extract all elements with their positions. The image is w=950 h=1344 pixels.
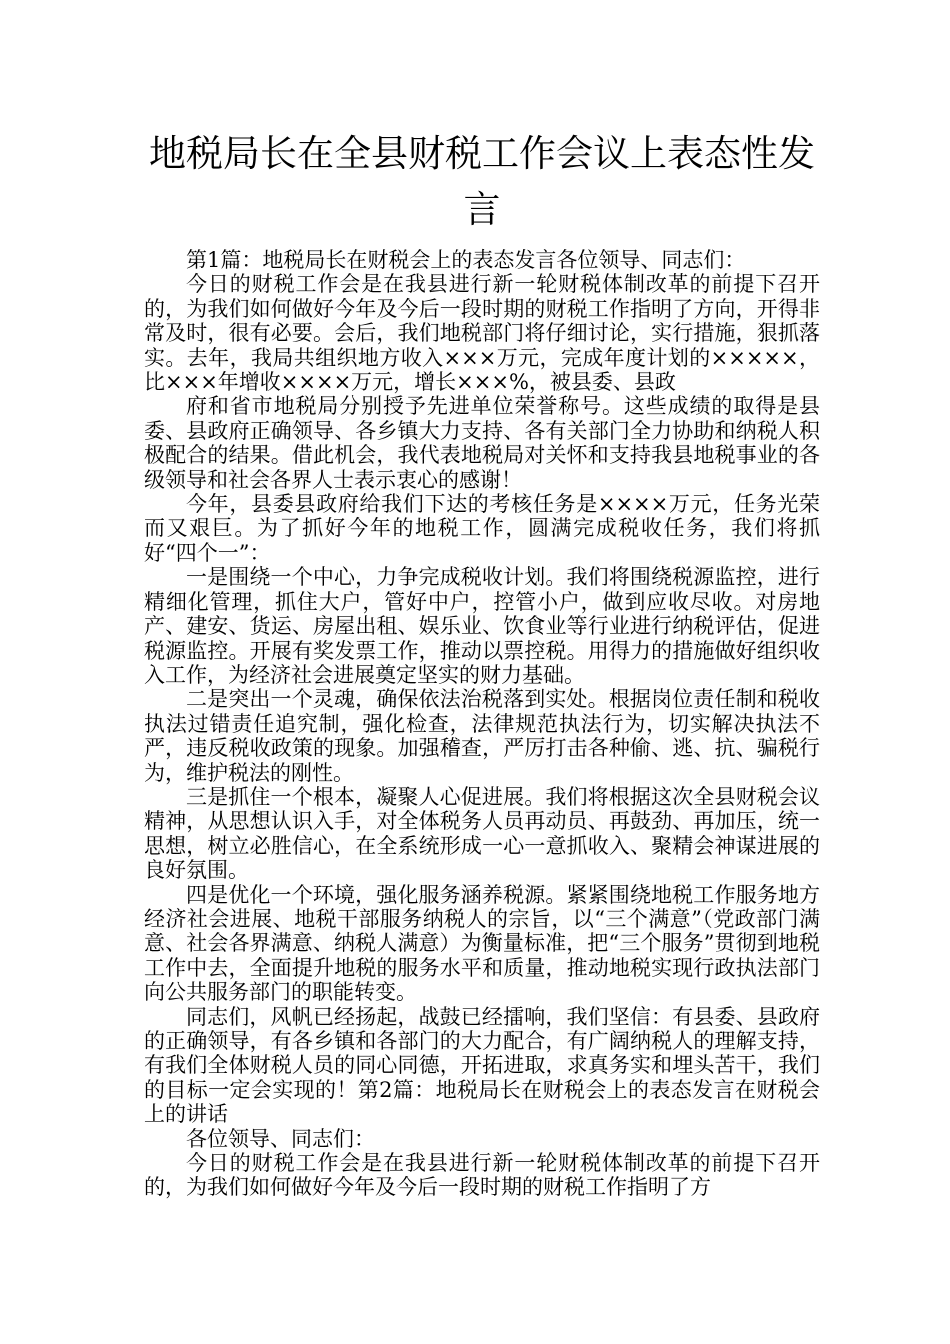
paragraph: 今日的财税工作会是在我县进行新一轮财税体制改革的前提下召开的，为我们如何做好今年及今后一段时期的财税工作指明了方向，开得非常及时，很有必要。会后，我们地税部门将仔细讨论，实行措施，狠抓落实。去年，我局共组织地方收入×××万元，完成年度计划的×××××，比×××年增收××××万元，增长×××%，被县委、县政 <box>144 272 820 395</box>
document-title: 地税局长在全县财税工作会议上表态性发言 <box>149 132 815 231</box>
paragraph: 二是突出一个灵魂，确保依法治税落到实处。根据岗位责任制和税收执法过错责任追究制，强化检查，法律规范执法行为，切实解决执法不严，违反税收政策的现象。加强稽查，严厉打击各种偷、逃、抗、骗税行为，维护税法的刚性。 <box>144 687 820 785</box>
paragraph: 今年，县委县政府给我们下达的考核任务是××××万元，任务光荣而又艰巨。为了抓好今年的地税工作，圆满完成税收任务，我们将抓好“四个一”： <box>144 492 820 565</box>
document-page <box>144 126 820 1200</box>
paragraph: 三是抓住一个根本，凝聚人心促进展。我们将根据这次全县财税会议精神，从思想认识入手，对全体税务人员再动员、再鼓劲、再加压，统一思想，树立必胜信心，在全系统形成一心一意抓收入、聚精会神谋进展的良好氛围。 <box>144 784 820 883</box>
paragraph: 各位领导、同志们： <box>186 1126 375 1151</box>
paragraph: 一是围绕一个中心，力争完成税收计划。我们将围绕税源监控，进行精细化管理，抓住大户，管好中户，控管小户，做到应收尽收。对房地产、建安、货运、房屋出租、娱乐业、饮食业等行业进行纳税评估，促进税源监控。开展有奖发票工作，推动以票控税。用得力的措施做好组织收入工作，为经济社会进展奠定坚实的财力基础。 <box>144 565 820 687</box>
paragraph: 同志们，风帆已经扬起，战鼓已经擂响，我们坚信：有县委、县政府的正确领导，有各乡镇和各部门的大力配合，有广阔纳税人的理解支持，有我们全体财税人员的同心同德，开拓进取，求真务实和埋头苦干，我们的目标一定会实现的！第2篇：地税局长在财税会上的表态发言在财税会上的讲话 <box>144 1004 820 1127</box>
paragraph: 府和省市地税局分别授予先进单位荣誉称号。这些成绩的取得是县委、县政府正确领导、各乡镇大力支持、各有关部门全力协助和纳税人积极配合的结果。借此机会，我代表地税局对关怀和支持我县地税事业的各级领导和社会各界人士表示衷心的感谢！ <box>144 394 820 492</box>
paragraph: 第1篇：地税局长在财税会上的表态发言各位领导、同志们： <box>186 248 746 272</box>
document-body <box>144 248 820 1200</box>
paragraph: 四是优化一个环境，强化服务涵养税源。紧紧围绕地税工作服务地方经济社会进展、地税干部服务纳税人的宗旨，以“三个满意”（党政部门满意、社会各界满意、纳税人满意）为衡量标准，把“三个服务”贯彻到地税工作中去，全面提升地税的服务水平和质量，推动地税实现行政执法部门向公共服务部门的职能转变。 <box>144 882 820 1005</box>
paragraph: 今日的财税工作会是在我县进行新一轮财税体制改革的前提下召开的，为我们如何做好今年及今后一段时期的财税工作指明了方 <box>144 1151 820 1200</box>
